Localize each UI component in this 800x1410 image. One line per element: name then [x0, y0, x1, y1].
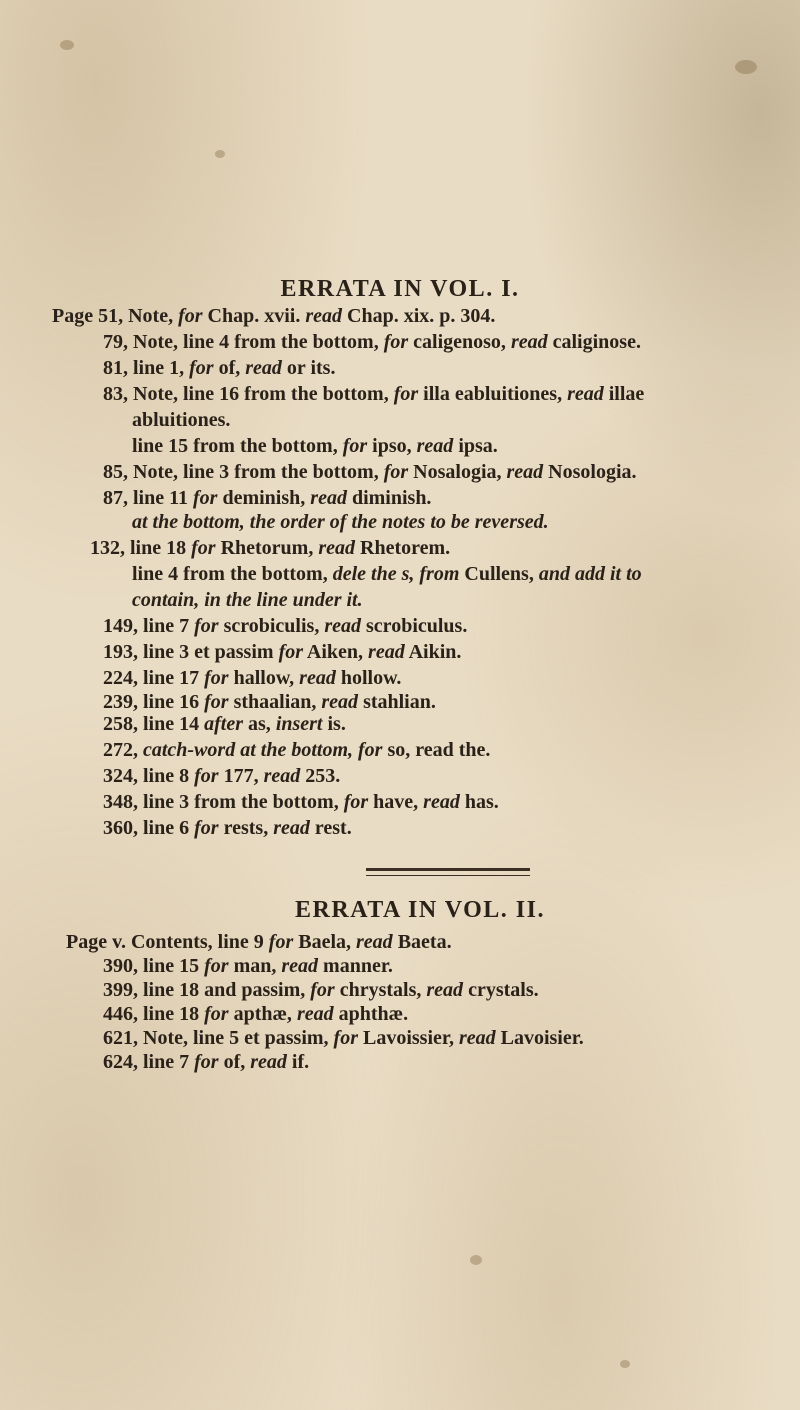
- errata-text: deminish,: [217, 487, 311, 509]
- errata-text: diminish.: [346, 487, 432, 509]
- errata-instruction: for: [383, 331, 409, 353]
- errata-text: as,: [243, 713, 276, 735]
- errata-instruction: read: [296, 1003, 334, 1025]
- errata-text: Nosalogia,: [408, 461, 507, 483]
- errata-instruction: for: [194, 817, 219, 839]
- errata-instruction: for: [342, 435, 368, 457]
- errata-entry: [103, 614, 467, 638]
- errata-instruction: for: [194, 615, 219, 637]
- errata-instruction: read: [510, 331, 548, 353]
- errata-text: line 4 from the bottom,: [132, 563, 333, 585]
- errata-text: 87, line 11: [103, 487, 194, 509]
- errata-text: ipsa.: [453, 435, 498, 457]
- errata-text: Lavoissier,: [358, 1027, 459, 1049]
- errata-instruction: for: [191, 537, 216, 559]
- errata-entry: [103, 1026, 584, 1050]
- errata-text: hollow.: [335, 667, 402, 689]
- errata-text: has.: [459, 791, 499, 813]
- errata-text: 177,: [218, 765, 264, 787]
- errata-instruction: read: [567, 383, 604, 405]
- errata-instruction: read: [299, 667, 336, 689]
- errata-instruction: read: [281, 955, 319, 977]
- errata-instruction: for: [383, 461, 409, 483]
- errata-instruction: for: [204, 667, 229, 689]
- errata-text: rests,: [218, 817, 274, 839]
- vol1-title: ERRATA IN VOL. I.: [280, 276, 520, 302]
- errata-text: scrobiculus.: [361, 615, 468, 637]
- errata-entry: [90, 536, 450, 560]
- errata-entry: [103, 330, 641, 354]
- errata-instruction: for: [204, 955, 229, 977]
- errata-instruction: insert: [275, 713, 323, 735]
- errata-instruction: and add it to: [538, 563, 642, 585]
- errata-text: 258, line 14: [103, 713, 205, 735]
- errata-text: Rhetorem.: [355, 537, 451, 559]
- errata-instruction: read: [250, 1051, 287, 1073]
- errata-text: have,: [368, 791, 424, 813]
- errata-text: or its.: [281, 357, 336, 379]
- errata-instruction: read: [310, 487, 347, 509]
- errata-text: 360, line 6: [103, 817, 195, 839]
- errata-text: illa eabluitiones,: [418, 383, 568, 405]
- errata-instruction: for: [268, 931, 294, 953]
- errata-text: 83, Note, line 16 from the bottom,: [103, 383, 394, 405]
- errata-instruction: at the bottom, the order of the notes to be reversed.: [132, 511, 549, 533]
- errata-entry: [103, 486, 431, 510]
- errata-entry: [132, 588, 363, 612]
- errata-text: 390, line 15: [103, 955, 205, 977]
- errata-text: 193, line 3 et passim: [103, 641, 279, 663]
- errata-entry: [103, 382, 644, 406]
- errata-instruction: at the bottom, for: [240, 739, 383, 761]
- errata-text: so, read the.: [382, 739, 491, 761]
- errata-text: of,: [213, 357, 246, 379]
- errata-instruction: read: [318, 537, 356, 559]
- errata-entry: [103, 666, 401, 690]
- errata-text: Chap. xvii.: [202, 305, 306, 327]
- errata-text: manner.: [318, 955, 393, 977]
- errata-instruction: catch-word: [143, 739, 236, 761]
- errata-text: 81, line 1,: [103, 357, 190, 379]
- errata-text: Page v. Contents, line 9: [66, 931, 269, 953]
- errata-text: abluitiones.: [132, 409, 231, 431]
- errata-text: stahlian.: [358, 691, 436, 713]
- errata-text: scrobiculis,: [218, 615, 325, 637]
- errata-entry: [103, 690, 436, 714]
- errata-text: 253.: [300, 765, 341, 787]
- foxing-spot: [735, 60, 757, 74]
- errata-text: 624, line 7: [103, 1051, 195, 1073]
- errata-entry: [103, 712, 346, 736]
- errata-text: 348, line 3 from the bottom,: [103, 791, 344, 813]
- errata-entry: [132, 510, 549, 534]
- errata-text: crystals.: [463, 979, 539, 1001]
- errata-entry: [103, 460, 637, 484]
- errata-instruction: for: [204, 1003, 229, 1025]
- errata-instruction: for: [333, 1027, 358, 1049]
- section-divider: [366, 868, 530, 871]
- errata-instruction: read: [321, 691, 359, 713]
- errata-instruction: read: [245, 357, 282, 379]
- errata-instruction: read: [273, 817, 310, 839]
- errata-text: 224, line 17: [103, 667, 205, 689]
- errata-text: rest.: [309, 817, 352, 839]
- foxing-spot: [60, 40, 74, 50]
- errata-entry: [132, 434, 498, 458]
- errata-text: Cullens,: [459, 563, 539, 585]
- errata-instruction: for: [310, 979, 335, 1001]
- errata-text: sthaalian,: [228, 691, 322, 713]
- errata-instruction: for: [189, 357, 214, 379]
- errata-instruction: read: [305, 305, 343, 327]
- errata-entry: [52, 304, 495, 328]
- errata-text: if.: [286, 1051, 310, 1073]
- errata-instruction: read: [423, 791, 460, 813]
- errata-text: is.: [322, 713, 346, 735]
- errata-entry: [103, 816, 352, 840]
- errata-instruction: for: [343, 791, 369, 813]
- errata-text: 399, line 18 and passim,: [103, 979, 311, 1001]
- errata-instruction: read: [506, 461, 544, 483]
- errata-text: 85, Note, line 3 from the bottom,: [103, 461, 384, 483]
- errata-entry: [103, 1050, 309, 1074]
- errata-text: line 15 from the bottom,: [132, 435, 343, 457]
- errata-text: 621, Note, line 5 et passim,: [103, 1027, 334, 1049]
- errata-instruction: after: [204, 713, 244, 735]
- errata-entry: [103, 764, 340, 788]
- errata-text: Baeta.: [392, 931, 452, 953]
- errata-entry: [103, 640, 461, 664]
- errata-text: ipso,: [367, 435, 417, 457]
- foxing-spot: [470, 1255, 482, 1265]
- errata-text: of,: [218, 1051, 251, 1073]
- errata-instruction: for: [194, 765, 219, 787]
- errata-entry: [103, 738, 490, 762]
- errata-instruction: read: [356, 931, 393, 953]
- errata-entry: [132, 562, 642, 586]
- errata-text: 79, Note, line 4 from the bottom,: [103, 331, 384, 353]
- errata-entry: [103, 954, 393, 978]
- vol2-title: ERRATA IN VOL. II.: [295, 897, 545, 923]
- errata-text: illae: [603, 383, 645, 405]
- errata-entry: [66, 930, 452, 954]
- errata-entry: [103, 790, 499, 814]
- errata-text: 272,: [103, 739, 143, 761]
- errata-text: Nosologia.: [543, 461, 637, 483]
- errata-text: 239, line 16: [103, 691, 205, 713]
- errata-instruction: for: [278, 641, 304, 663]
- errata-text: Aiken,: [303, 641, 369, 663]
- section-divider-thin: [366, 875, 530, 876]
- errata-text: Lavoisier.: [495, 1027, 584, 1049]
- errata-instruction: for: [178, 305, 203, 327]
- errata-text: Aikin.: [404, 641, 462, 663]
- errata-entry: [132, 408, 230, 432]
- errata-text: aphthæ.: [333, 1003, 409, 1025]
- errata-instruction: for: [204, 691, 229, 713]
- errata-text: 324, line 8: [103, 765, 195, 787]
- errata-instruction: read: [416, 435, 454, 457]
- errata-text: caligenoso,: [408, 331, 511, 353]
- errata-instruction: dele the s, from: [332, 563, 460, 585]
- errata-text: Rhetorum,: [215, 537, 319, 559]
- errata-entry: [103, 978, 539, 1002]
- errata-instruction: read: [368, 641, 405, 663]
- errata-text: 132, line 18: [90, 537, 192, 559]
- errata-text: hallow,: [228, 667, 300, 689]
- errata-instruction: read: [458, 1027, 496, 1049]
- errata-text: chrystals,: [334, 979, 427, 1001]
- errata-instruction: read: [426, 979, 464, 1001]
- errata-instruction: contain, in the line under it.: [132, 589, 363, 611]
- errata-text: 149, line 7: [103, 615, 195, 637]
- errata-text: Page 51, Note,: [52, 305, 179, 327]
- errata-text: man,: [228, 955, 282, 977]
- errata-text: 446, line 18: [103, 1003, 205, 1025]
- errata-entry: [103, 356, 335, 380]
- errata-instruction: read: [324, 615, 362, 637]
- errata-text: caliginose.: [547, 331, 641, 353]
- foxing-spot: [215, 150, 225, 158]
- errata-instruction: for: [193, 487, 218, 509]
- errata-text: Chap. xix. p. 304.: [342, 305, 496, 327]
- errata-instruction: for: [194, 1051, 219, 1073]
- errata-text: Baela,: [293, 931, 357, 953]
- errata-instruction: read: [263, 765, 301, 787]
- errata-instruction: for: [393, 383, 419, 405]
- foxing-spot: [620, 1360, 630, 1368]
- errata-entry: [103, 1002, 408, 1026]
- errata-text: apthæ,: [228, 1003, 297, 1025]
